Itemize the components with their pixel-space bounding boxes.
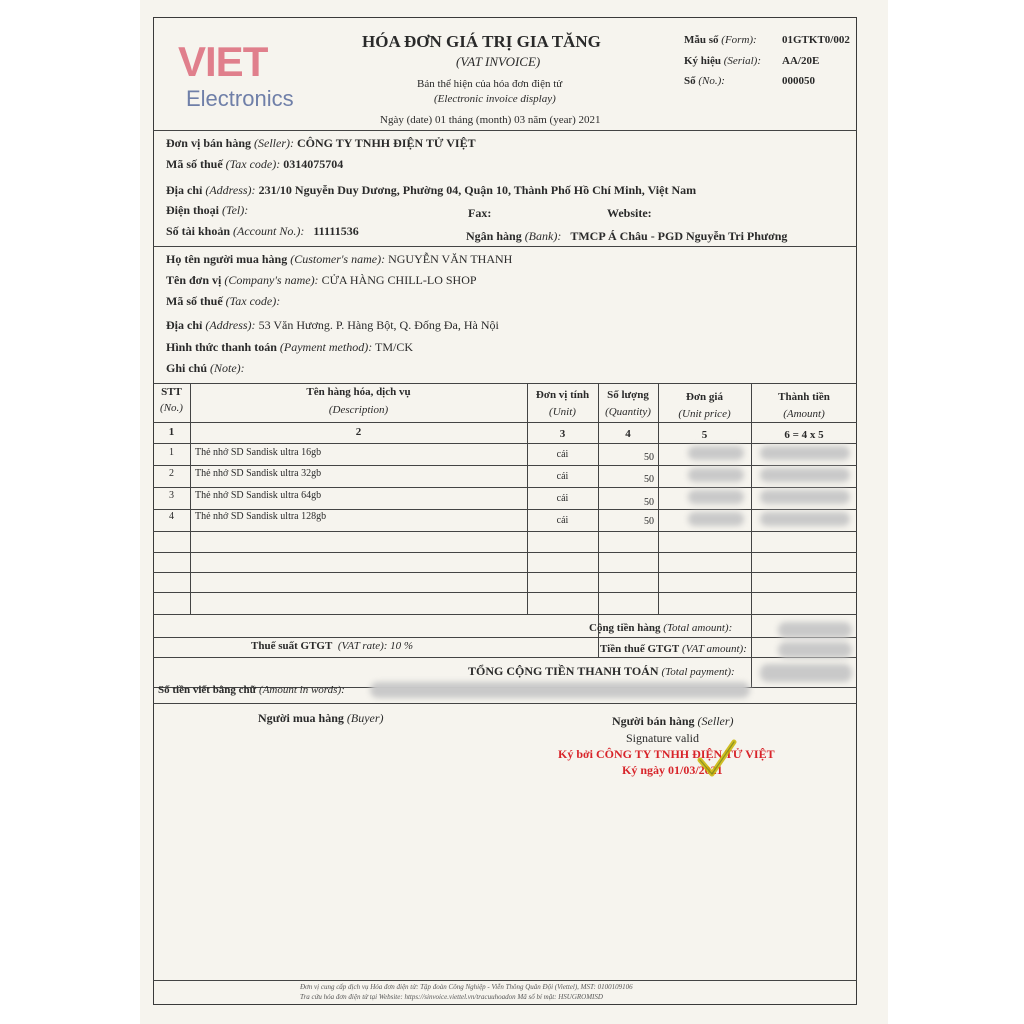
header-stt: STT: [161, 386, 182, 398]
total-payment-label: TỔNG CỘNG TIỀN THANH TOÁN (Total payment):: [468, 664, 735, 678]
amount-in-words-label: Số tiền viết bằng chữ (Amount in words):: [158, 684, 345, 696]
row-number: 4: [169, 511, 174, 522]
redacted-amount: [760, 446, 850, 460]
header-description-en: (Description): [328, 404, 389, 416]
redacted-price: [688, 468, 744, 482]
seller-account-row: Số tài khoản (Account No.): 11111536: [166, 224, 359, 238]
vat-rate-label: Thuế suất GTGT (VAT rate): 10 %: [251, 640, 414, 652]
index-cell: 1: [168, 426, 175, 438]
seller-divider: [153, 246, 857, 247]
serial-value: AA/20E: [782, 55, 820, 67]
seller-bank-row: Ngân hàng (Bank): TMCP Á Châu - PGD Nguyễn Tri Phương: [466, 229, 788, 243]
brand-logo-bottom: Electronics: [186, 86, 294, 111]
header-stt-en: (No.): [160, 402, 183, 414]
form-value: 01GTKT0/002: [782, 34, 850, 46]
row-description: Thẻ nhớ SD Sandisk ultra 32gb: [195, 468, 322, 479]
seller-tel-row: Điện thoại (Tel):: [166, 203, 249, 217]
row-quantity: 50: [644, 452, 654, 463]
display-line-en: (Electronic invoice display): [434, 93, 556, 105]
seller-account: 11111536: [313, 224, 359, 238]
header-unit-price-en: (Unit price): [678, 408, 731, 420]
buyer-address-row: Địa chỉ (Address): 53 Văn Hương. P. Hàng Bột, Q. Đống Đa, Hà Nội: [166, 318, 499, 332]
footer-provider: Đơn vị cung cấp dịch vụ Hóa đơn điện tử: Tập đoàn Công Nghiệp - Viễn Thông Quân Đội (Viettel), MST: 0100109106: [300, 983, 633, 991]
checkmark-icon: [696, 738, 738, 780]
invoice-title: HÓA ĐƠN GIÁ TRỊ GIA TĂNG: [362, 32, 601, 51]
redacted-total-payment: [760, 664, 852, 682]
number-value: 000050: [782, 75, 815, 87]
buyer-company: CỬA HÀNG CHILL-LO SHOP: [321, 273, 477, 287]
buyer-customer: NGUYỄN VĂN THANH: [388, 252, 513, 266]
buyer-payment: TM/CK: [375, 340, 414, 354]
index-cell: 5: [701, 429, 708, 441]
redacted-price: [688, 512, 744, 526]
number-label: Số (No.):: [684, 75, 725, 87]
row-quantity: 50: [644, 474, 654, 485]
row-number: 3: [169, 490, 174, 501]
signed-date: Ký ngày 01/03/2021: [622, 763, 723, 777]
seller-website-label: Website:: [607, 206, 652, 220]
seller-name: CÔNG TY TNHH ĐIỆN TỬ VIỆT: [297, 136, 476, 150]
buyer-company-row: Tên đơn vị (Company's name): CỬA HÀNG CHILL-LO SHOP: [166, 273, 477, 287]
header-unit: Đơn vị tính: [535, 389, 590, 401]
seller-tax-row: Mã số thuế (Tax code): 0314075704: [166, 157, 344, 171]
form-label: Mẫu số (Form):: [684, 34, 757, 46]
redacted-vat: [778, 642, 852, 658]
buyer-payment-row: Hình thức thanh toán (Payment method): TM/CK: [166, 340, 414, 354]
row-unit: cái: [556, 449, 569, 460]
buyer-signature-label: Người mua hàng (Buyer): [258, 711, 384, 725]
vat-amount-label: Tiền thuế GTGT (VAT amount):: [600, 643, 747, 655]
footer-divider: [153, 980, 857, 981]
redacted-price: [688, 490, 744, 504]
redacted-words: [370, 682, 750, 698]
footer-lookup: Tra cứu hóa đơn điện tử tại Website: https://sinvoice.viettel.vn/tracuuhoadon Mã số bí mật: HSUGROMISD: [300, 993, 603, 1001]
invoice-date: Ngày (date) 01 tháng (month) 03 năm (year) 2021: [380, 114, 601, 126]
seller-address-row: Địa chỉ (Address): 231/10 Nguyễn Duy Dương, Phường 04, Quận 10, Thành Phố Hồ Chí Minh, Việt Nam: [166, 183, 697, 197]
redacted-amount: [760, 512, 850, 526]
buyer-note-row: Ghi chú (Note):: [166, 361, 245, 375]
row-description: Thẻ nhớ SD Sandisk ultra 16gb: [195, 447, 322, 458]
header-description: Tên hàng hóa, dịch vụ: [306, 386, 411, 398]
row-number: 1: [169, 447, 174, 458]
buyer-customer-row: Họ tên người mua hàng (Customer's name): NGUYỄN VĂN THANH: [166, 252, 513, 266]
row-quantity: 50: [644, 516, 654, 527]
redacted-price: [688, 446, 744, 460]
header-unit-price: Đơn giá: [686, 391, 723, 403]
row-unit: cái: [556, 515, 569, 526]
seller-bank: TMCP Á Châu - PGD Nguyễn Tri Phương: [570, 229, 788, 243]
invoice-subtitle: (VAT INVOICE): [456, 54, 541, 69]
header-quantity: Số lượng: [607, 389, 649, 401]
seller-signature-label: Người bán hàng (Seller): [612, 714, 734, 728]
seller-tax: 0314075704: [283, 157, 344, 171]
redacted-amount: [760, 468, 850, 482]
brand-logo-top: VIET: [178, 38, 268, 85]
header-divider: [153, 130, 857, 131]
row-unit: cái: [556, 493, 569, 504]
totals-divider: [153, 637, 857, 638]
index-cell: 2: [355, 426, 362, 438]
seller-address: 231/10 Nguyễn Duy Dương, Phường 04, Quận 10, Thành Phố Hồ Chí Minh, Việt Nam: [258, 183, 697, 197]
row-number: 2: [169, 468, 174, 479]
row-quantity: 50: [644, 497, 654, 508]
row-unit: cái: [556, 471, 569, 482]
buyer-address: 53 Văn Hương. P. Hàng Bột, Q. Đống Đa, Hà Nội: [258, 318, 499, 332]
seller-fax-label: Fax:: [468, 206, 492, 220]
signed-by: Ký bởi CÔNG TY TNHH ĐIỆN TỬ VIỆT: [558, 747, 775, 761]
signature-divider: [153, 703, 857, 704]
header-amount: Thành tiền: [778, 391, 830, 403]
total-amount-label: Cộng tiền hàng (Total amount):: [589, 622, 733, 634]
redacted-amount: [760, 490, 850, 504]
index-cell: 6 = 4 x 5: [784, 429, 824, 441]
serial-label: Ký hiệu (Serial):: [684, 55, 761, 67]
header-unit-en: (Unit): [549, 406, 576, 418]
header-amount-en: (Amount): [783, 408, 825, 420]
seller-name-row: Đơn vị bán hàng (Seller): CÔNG TY TNHH ĐIỆN TỬ VIỆT: [166, 136, 476, 150]
signature-valid: Signature valid: [626, 731, 699, 745]
index-cell: 4: [625, 428, 631, 440]
buyer-tax-row: Mã số thuế (Tax code):: [166, 294, 281, 308]
row-description: Thẻ nhớ SD Sandisk ultra 64gb: [195, 490, 322, 501]
header-quantity-en: (Quantity): [605, 406, 651, 418]
redacted-total: [778, 622, 852, 638]
display-line: Bản thể hiện của hóa đơn điện tử: [417, 78, 563, 90]
row-description: Thẻ nhớ SD Sandisk ultra 128gb: [195, 511, 327, 522]
index-cell: 3: [559, 428, 566, 440]
totals-divider: [153, 657, 857, 658]
